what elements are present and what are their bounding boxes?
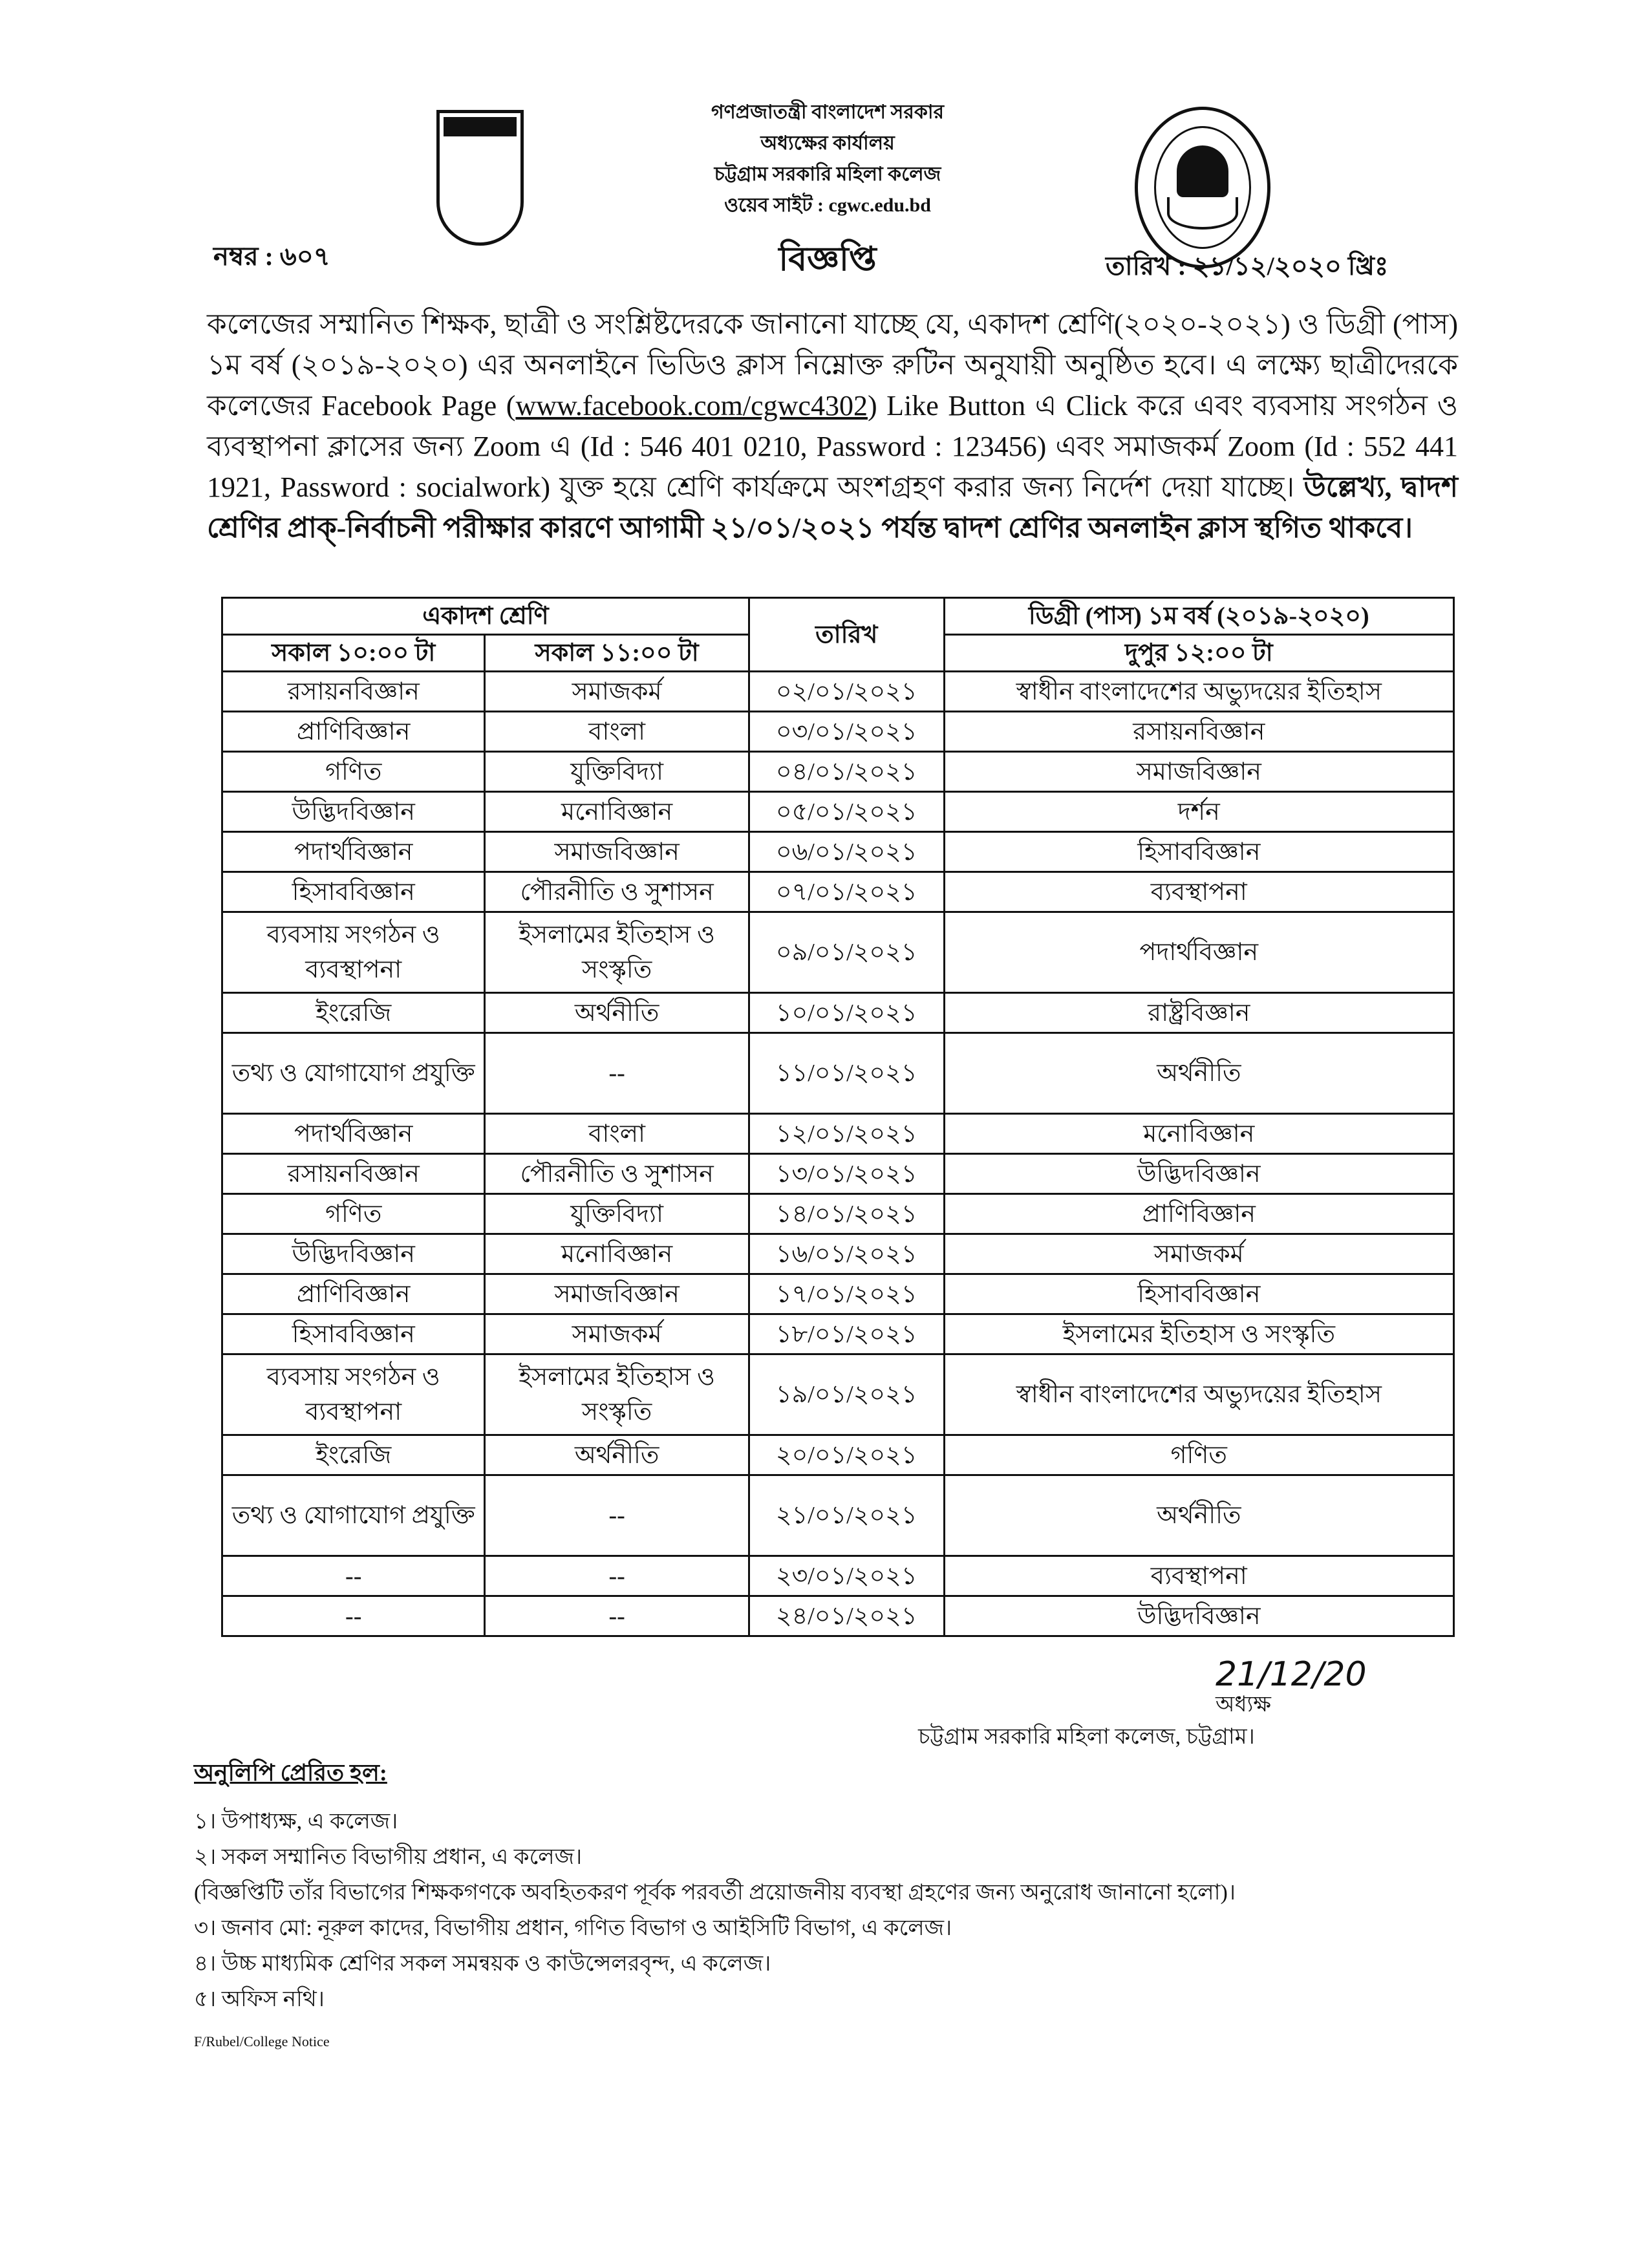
table-row [222,1114,1454,1154]
cell-class11-10am: পদার্থবিজ্ঞান [222,832,485,872]
cell-class11-11am: অর্থনীতি [485,1435,749,1475]
cell-class11-10am: হিসাববিজ্ঞান [222,872,485,912]
cell-class11-11am: মনোবিজ্ঞান [485,1234,749,1274]
signature: 21/12/20 [1216,1655,1367,1694]
cell-date: ১৭/০১/২০২১ [749,1274,944,1314]
cell-class11-10am: ইংরেজি [222,1435,485,1475]
cell-class11-11am: মনোবিজ্ঞান [485,792,749,832]
cell-class11-11am: যুক্তিবিদ্যা [485,752,749,792]
table-row [222,1596,1454,1636]
table-row [222,1556,1454,1596]
office-name: অধ্যক্ষের কার্যালয় [760,133,895,154]
notice-important: উল্লেখ্য, দ্বাদশ শ্রেণির প্রাক্-নির্বাচনী পরীক্ষার কারণে আগামী ২১/০১/২০২১ পর্যন্ত দ্বাদশ শ্রেণির অনলাইন ক্লাস স্থগিত থাকবে। [207,471,1458,544]
cell-class11-10am: উদ্ভিদবিজ্ঞান [222,1234,485,1274]
cell-class11-11am: সমাজকর্ম [485,1314,749,1354]
cell-degree-12pm: উদ্ভিদবিজ্ঞান [944,1596,1453,1636]
cell-degree-12pm: অর্থনীতি [944,1033,1453,1114]
header-12pm: দুপুর ১২:০০ টা [944,635,1453,672]
table-row [222,1033,1454,1114]
cell-degree-12pm: রাষ্ট্রবিজ্ঞান [944,993,1453,1033]
college-name: চট্টগ্রাম সরকারি মহিলা কলেজ [714,164,941,185]
cell-date: ০৫/০১/২০২১ [749,792,944,832]
cell-class11-10am: তথ্য ও যোগাযোগ প্রযুক্তি [222,1475,485,1556]
cell-class11-10am: হিসাববিজ্ঞান [222,1314,485,1354]
copy-item: ৩। জনাব মো: নূরুল কাদের, বিভাগীয় প্রধান, গণিত বিভাগ ও আইসিটি বিভাগ, এ কলেজ। [194,1916,952,1940]
table-row [222,872,1454,912]
cell-date: ১২/০১/২০২১ [749,1114,944,1154]
letterhead [582,97,1073,221]
cell-class11-11am: -- [485,1475,749,1556]
cell-degree-12pm: মনোবিজ্ঞান [944,1114,1453,1154]
cell-degree-12pm: ইসলামের ইতিহাস ও সংস্কৃতি [944,1314,1453,1354]
cell-class11-10am: ব্যবসায় সংগঠন ও ব্যবস্থাপনা [222,912,485,993]
cell-date: ০৭/০১/২০২১ [749,872,944,912]
cell-degree-12pm: প্রাণিবিজ্ঞান [944,1194,1453,1234]
cell-date: ১৯/০১/২০২১ [749,1354,944,1435]
cell-class11-11am: সমাজবিজ্ঞান [485,832,749,872]
cell-date: ১১/০১/২০২১ [749,1033,944,1114]
table-row [222,1274,1454,1314]
table-row [222,792,1454,832]
table-row [222,1435,1454,1475]
memo-number: নম্বর : ৬০৭ [213,242,330,271]
cell-degree-12pm: ব্যবস্থাপনা [944,1556,1453,1596]
cell-class11-10am: গণিত [222,1194,485,1234]
cell-degree-12pm: সমাজবিজ্ঞান [944,752,1453,792]
website: ওয়েব সাইট : cgwc.edu.bd [724,195,931,216]
cell-date: ২৩/০১/২০২১ [749,1556,944,1596]
table-row [222,1475,1454,1556]
cell-date: ১৩/০১/২০২১ [749,1154,944,1194]
signatory-org: চট্টগ্রাম সরকারি মহিলা কলেজ, চট্টগ্রাম। [918,1725,1255,1749]
body-text: কলেজের সম্মানিত শিক্ষক, ছাত্রী ও সংশ্লিষ্টদেরকে জানানো যাচ্ছে যে, একাদশ শ্রেণি(২০২০-২০২১) ও ডিগ্রী (পাস) ১ম বর্ষ (২০১৯-২০২০) এর অনলাইনে ভিডিও ক্লাস নিম্নোক্ত রুটিন অনুযায়ী অনুষ্ঠিত হবে। এ লক্ষ্যে ছাত্রীদেরকে কলেজের Facebook Page ( [207,308,1458,422]
copy-item: ৫। অফিস নথি। [194,1987,325,2011]
copy-item: ৪। উচ্চ মাধ্যমিক শ্রেণির সকল সমন্বয়ক ও কাউন্সেলরবৃন্দ, এ কলেজ। [194,1952,771,1976]
header-class11: একাদশ শ্রেণি [222,598,749,635]
cell-degree-12pm: রসায়নবিজ্ঞান [944,712,1453,752]
facebook-link[interactable]: www.facebook.com/cgwc4302 [515,390,868,422]
table-row [222,712,1454,752]
signatory-title: অধ্যক্ষ [1216,1693,1271,1717]
cell-date: ২১/০১/২০২১ [749,1475,944,1556]
cell-date: ০২/০১/২০২১ [749,672,944,712]
college-seal-right [1135,107,1270,268]
table-row [222,672,1454,712]
cell-class11-11am: -- [485,1033,749,1114]
college-logo-left [436,110,524,246]
cell-degree-12pm: হিসাববিজ্ঞান [944,832,1453,872]
notice-date: তারিখ : ২১/১২/২০২০ খ্রিঃ [1106,251,1389,281]
copies-list [194,1804,1236,2017]
table-row [222,1314,1454,1354]
cell-degree-12pm: সমাজকর্ম [944,1234,1453,1274]
cell-date: ১৪/০১/২০২১ [749,1194,944,1234]
page-title: বিজ্ঞপ্তি [778,241,877,278]
cell-class11-10am: রসায়নবিজ্ঞান [222,1154,485,1194]
cell-class11-11am: পৌরনীতি ও সুশাসন [485,1154,749,1194]
header-11am: সকাল ১১:০০ টা [485,635,749,672]
header-degree: ডিগ্রী (পাস) ১ম বর্ষ (২০১৯-২০২০) [944,598,1453,635]
table-row [222,832,1454,872]
cell-class11-10am: উদ্ভিদবিজ্ঞান [222,792,485,832]
cell-degree-12pm: গণিত [944,1435,1453,1475]
header-10am: সকাল ১০:০০ টা [222,635,485,672]
cell-class11-10am: প্রাণিবিজ্ঞান [222,1274,485,1314]
cell-date: ১৮/০১/২০২১ [749,1314,944,1354]
cell-class11-11am: সমাজকর্ম [485,672,749,712]
cell-class11-11am: বাংলা [485,1114,749,1154]
cell-degree-12pm: ব্যবস্থাপনা [944,872,1453,912]
copy-item: ১। উপাধ্যক্ষ, এ কলেজ। [194,1810,398,1834]
cell-degree-12pm: স্বাধীন বাংলাদেশের অভ্যুদয়ের ইতিহাস [944,672,1453,712]
table-row [222,1354,1454,1435]
header-date: তারিখ [749,598,944,672]
cell-class11-11am: -- [485,1596,749,1636]
cell-degree-12pm: স্বাধীন বাংলাদেশের অভ্যুদয়ের ইতিহাস [944,1354,1453,1435]
cell-class11-10am: গণিত [222,752,485,792]
table-row [222,1194,1454,1234]
cell-class11-10am: -- [222,1556,485,1596]
cell-class11-11am: সমাজবিজ্ঞান [485,1274,749,1314]
table-row [222,752,1454,792]
cell-date: ০৩/০১/২০২১ [749,712,944,752]
table-row [222,1234,1454,1274]
cell-date: ১০/০১/২০২১ [749,993,944,1033]
cell-class11-11am: ইসলামের ইতিহাস ও সংস্কৃতি [485,912,749,993]
table-row [222,1154,1454,1194]
table-row [222,912,1454,993]
govt-name: গণপ্রজাতন্ত্রী বাংলাদেশ সরকার [711,102,945,123]
copy-item: (বিজ্ঞপ্তিটি তাঁর বিভাগের শিক্ষকগণকে অবহিতকরণ পূর্বক পরবর্তী প্রয়োজনীয় ব্যবস্থা গ্রহণের জন্য অনুরোধ জানানো হলো)। [194,1881,1236,1905]
cell-date: ২৪/০১/২০২১ [749,1596,944,1636]
cell-class11-11am: অর্থনীতি [485,993,749,1033]
cell-class11-10am: রসায়নবিজ্ঞান [222,672,485,712]
cell-class11-10am: তথ্য ও যোগাযোগ প্রযুক্তি [222,1033,485,1114]
cell-class11-10am: ইংরেজি [222,993,485,1033]
notice-body [207,304,1458,548]
cell-class11-10am: -- [222,1596,485,1636]
cell-class11-10am: প্রাণিবিজ্ঞান [222,712,485,752]
cell-class11-11am: পৌরনীতি ও সুশাসন [485,872,749,912]
body-text-2: ) Like Button এ Click করে এবং ব্যবসায় সংগঠন ও ব্যবস্থাপনা ক্লাসের জন্য Zoom এ (Id : 546 401 0210, Password : 123456) এবং সমাজকর্ম Zoom (Id : 552 441 1921, Password : socialwork) যুক্ত হয়ে শ্রেণি কার্যক্রমে অংশগ্রহণ করার জন্য নির্দেশ দেয়া যাচ্ছে। [207,390,1458,503]
cell-degree-12pm: দর্শন [944,792,1453,832]
cell-class11-11am: বাংলা [485,712,749,752]
class-routine-table [221,597,1455,1637]
cell-date: ০৬/০১/২০২১ [749,832,944,872]
cell-class11-11am: যুক্তিবিদ্যা [485,1194,749,1234]
cell-date: ০৪/০১/২০২১ [749,752,944,792]
cell-degree-12pm: উদ্ভিদবিজ্ঞান [944,1154,1453,1194]
cell-degree-12pm: হিসাববিজ্ঞান [944,1274,1453,1314]
cell-degree-12pm: পদার্থবিজ্ঞান [944,912,1453,993]
cell-class11-11am: -- [485,1556,749,1596]
cell-class11-11am: ইসলামের ইতিহাস ও সংস্কৃতি [485,1354,749,1435]
copies-heading: অনুলিপি প্রেরিত হল: [194,1760,387,1786]
copy-item: ২। সকল সম্মানিত বিভাগীয় প্রধান, এ কলেজ। [194,1845,583,1869]
cell-class11-10am: পদার্থবিজ্ঞান [222,1114,485,1154]
cell-date: ০৯/০১/২০২১ [749,912,944,993]
cell-class11-10am: ব্যবসায় সংগঠন ও ব্যবস্থাপনা [222,1354,485,1435]
cell-date: ২০/০১/২০২১ [749,1435,944,1475]
cell-degree-12pm: অর্থনীতি [944,1475,1453,1556]
file-reference: F/Rubel/College Notice [194,2033,330,2049]
table-row [222,993,1454,1033]
cell-date: ১৬/০১/২০২১ [749,1234,944,1274]
